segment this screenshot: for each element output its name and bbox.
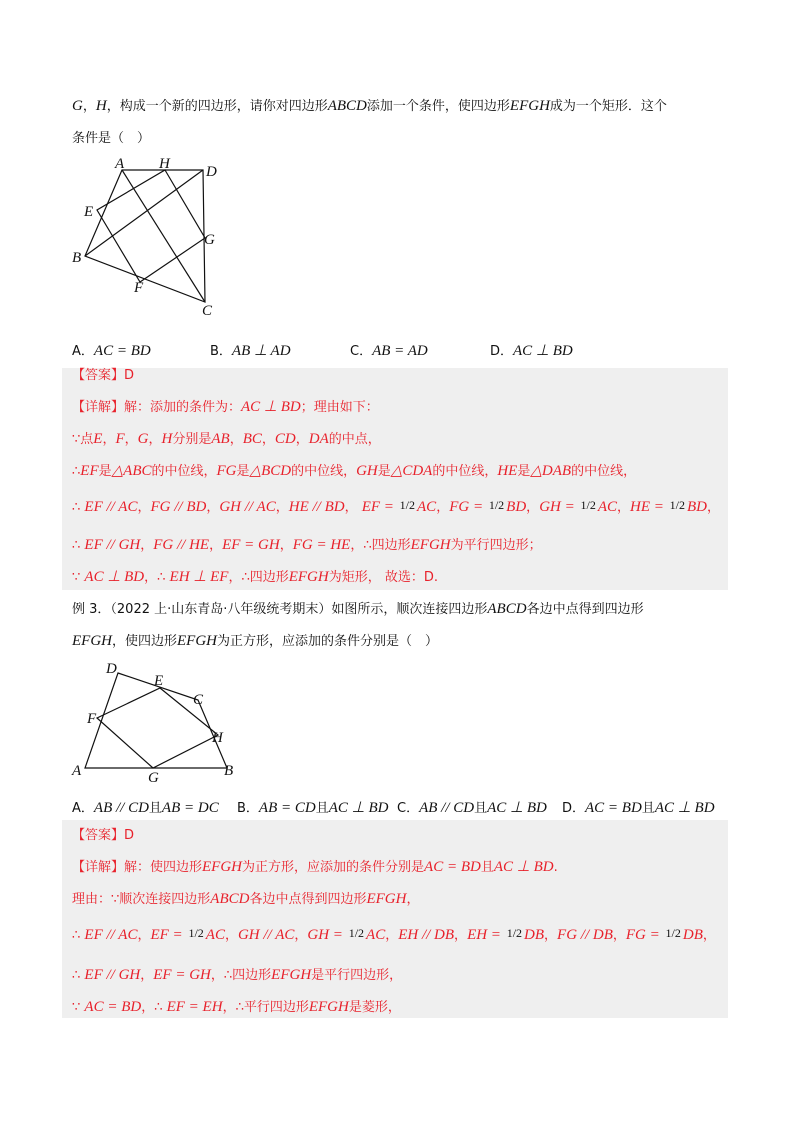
math-expression: FG // BD <box>150 499 207 515</box>
option-B[interactable] <box>237 797 388 817</box>
text-line <box>72 364 134 383</box>
option-C[interactable] <box>397 797 547 817</box>
math-expression: AB // CD <box>93 800 149 816</box>
math-expression: EF // GH <box>84 537 141 553</box>
math-expression: EFGH <box>202 859 243 875</box>
math-expression: AC <box>417 499 437 515</box>
label-A: A <box>72 763 82 779</box>
question-1-solution-box <box>62 368 728 590</box>
fraction: 1/2 <box>488 498 505 512</box>
text-segment: 【详解】解：添加的条件为： <box>72 400 242 415</box>
math-expression: DB <box>682 927 703 943</box>
text-segment: 且 <box>315 801 329 816</box>
math-expression: AC = BD <box>424 859 481 875</box>
text-segment: 且 <box>641 801 655 816</box>
text-line <box>72 630 438 650</box>
text-segment: 【答案】D <box>72 828 135 843</box>
text-segment: B． <box>237 801 259 816</box>
math-expression: △ABC <box>111 463 152 479</box>
label-G: G <box>148 770 159 785</box>
text-segment: 成为一个矩形．这个 <box>549 99 667 114</box>
text-segment: ∴ <box>72 538 85 553</box>
text-segment: ，使四边形 <box>112 634 178 649</box>
label-A: A <box>115 156 125 172</box>
fraction: 1/2 <box>669 498 685 512</box>
text-segment: ，构成一个新的四边形，请你对四边形 <box>106 99 328 114</box>
text-segment: 分别是 <box>172 432 212 447</box>
math-expression: AB ⊥ AD <box>231 343 291 359</box>
text-segment: 是平行四边形， <box>311 968 403 983</box>
math-expression: EF // GH <box>84 967 141 983</box>
text-segment: ， <box>706 500 720 515</box>
math-expression: HE = <box>630 499 668 515</box>
math-expression: EFGH <box>288 569 329 585</box>
text-segment: ， <box>209 538 223 553</box>
label-C: C <box>193 692 204 708</box>
text-segment: 添加一个条件，使四边形 <box>366 99 510 114</box>
text-segment: ， <box>148 432 162 447</box>
text-segment: ，∴ <box>141 1000 167 1015</box>
math-expression: GH // AC <box>219 499 276 515</box>
text-segment: ， <box>617 500 631 515</box>
math-expression: AC ⊥ BD <box>84 569 145 585</box>
math-expression: BD <box>506 499 527 515</box>
math-expression: EF // AC <box>84 499 138 515</box>
math-expression: BD <box>686 499 707 515</box>
fraction: 1/2 <box>506 926 523 940</box>
option-B[interactable] <box>210 340 291 360</box>
option-C[interactable] <box>350 340 428 360</box>
text-segment: ， <box>137 500 151 515</box>
text-line <box>72 460 636 480</box>
fraction: 1/2 <box>348 926 365 940</box>
fraction: 1/2 <box>399 498 416 512</box>
math-expression: GH = <box>307 927 347 943</box>
text-segment: ， <box>275 500 289 515</box>
label-F: F <box>134 280 144 296</box>
fraction: 1/2 <box>665 926 681 940</box>
fraction: 1/2 <box>188 926 204 940</box>
text-line <box>72 888 419 908</box>
text-line <box>72 496 720 516</box>
math-expression: EF = EH <box>166 999 223 1015</box>
text-segment: 为平行四边形； <box>450 538 542 553</box>
text-segment: 的中位线， <box>571 464 637 479</box>
math-expression: E <box>93 431 103 447</box>
math-expression: AC <box>205 927 225 943</box>
text-segment: B． <box>210 344 232 359</box>
text-segment: 为正方形，应添加的条件分别是 <box>242 860 425 875</box>
math-expression: AC ⊥ BD <box>493 859 554 875</box>
text-segment: 的中位线， <box>432 464 498 479</box>
text-segment: ， <box>140 538 154 553</box>
text-segment: 是菱形， <box>348 1000 401 1015</box>
text-segment: 是 <box>377 464 391 479</box>
option-D[interactable] <box>490 340 573 360</box>
figure-quadrilateral-abcd-2 <box>60 655 250 785</box>
text-segment: ， <box>137 928 151 943</box>
math-expression: H <box>161 431 173 447</box>
text-segment: ∵点 <box>72 432 94 447</box>
text-segment: 各边中点得到四边形 <box>526 602 644 617</box>
text-line <box>72 95 667 115</box>
text-line <box>72 428 381 448</box>
question-2-solution-box <box>62 820 728 1018</box>
text-segment: C． <box>350 344 373 359</box>
math-expression: AB = DC <box>161 800 219 816</box>
text-segment: ∴ <box>72 464 81 479</box>
text-segment: ， <box>526 500 540 515</box>
math-expression: H <box>95 98 107 114</box>
math-expression: EF = GH <box>222 537 280 553</box>
text-segment: ， <box>454 928 468 943</box>
label-H: H <box>159 156 170 172</box>
math-expression: EH = <box>467 927 505 943</box>
text-segment: C． <box>397 801 420 816</box>
text-segment: ， <box>229 432 243 447</box>
math-expression: △DAB <box>530 463 572 479</box>
math-expression: GH = <box>539 499 579 515</box>
math-expression: AC ⊥ BD <box>328 800 389 816</box>
text-segment: ， <box>279 538 293 553</box>
math-expression: EFGH <box>308 999 349 1015</box>
text-segment: ，∴四边形 <box>350 538 411 553</box>
math-expression: △BCD <box>249 463 292 479</box>
text-segment: ， <box>385 928 399 943</box>
math-expression: FG = <box>625 927 664 943</box>
label-H: H <box>212 730 223 746</box>
text-segment: ， <box>544 928 558 943</box>
label-B: B <box>224 763 234 779</box>
math-expression: CD <box>274 431 296 447</box>
math-expression: FG // DB <box>557 927 613 943</box>
text-segment: ∴ <box>72 968 85 983</box>
text-segment: ， <box>436 500 450 515</box>
text-line <box>72 566 438 586</box>
text-segment: 且 <box>474 801 488 816</box>
option-A[interactable] <box>72 340 151 360</box>
text-segment: ∴ <box>72 928 85 943</box>
math-expression: EFGH <box>72 633 112 649</box>
text-segment: ， <box>344 500 362 515</box>
math-expression: F <box>115 431 125 447</box>
math-expression: G <box>72 98 83 114</box>
math-expression: EH ⊥ EF <box>169 569 229 585</box>
text-line <box>72 598 644 618</box>
option-D[interactable] <box>562 797 715 817</box>
math-expression: EF // AC <box>84 927 138 943</box>
text-segment: ，∴四边形 <box>228 570 289 585</box>
label-E: E <box>84 204 94 220</box>
text-segment: 【答案】D <box>72 368 135 383</box>
text-segment: 的中位线， <box>151 464 217 479</box>
text-segment: 【详解】解：使四边形 <box>72 860 203 875</box>
text-segment: 为矩形， 故选：D. <box>328 570 438 585</box>
text-segment: 理由：∵顺次连接四边形 <box>72 892 211 907</box>
text-segment: ， <box>102 432 116 447</box>
math-expression: FG // HE <box>153 537 210 553</box>
text-segment: ∵ <box>72 570 85 585</box>
fraction: 1/2 <box>580 498 596 512</box>
text-segment: ， <box>702 928 716 943</box>
text-segment: 是 <box>236 464 250 479</box>
math-expression: ABCD <box>210 891 250 907</box>
math-expression: GH <box>356 463 378 479</box>
math-expression: EFGH <box>509 98 550 114</box>
text-line <box>72 964 402 984</box>
text-segment: ， <box>612 928 626 943</box>
math-expression: EFGH <box>366 891 407 907</box>
text-line <box>72 996 401 1016</box>
label-G: G <box>204 232 215 248</box>
math-expression: EFGH <box>271 967 312 983</box>
text-segment: 且 <box>148 801 162 816</box>
math-expression: DA <box>308 431 329 447</box>
math-expression: EF = <box>150 927 187 943</box>
text-segment: ∵ <box>72 1000 85 1015</box>
text-segment: ，∴ <box>144 570 170 585</box>
math-expression: AC = BD <box>84 999 142 1015</box>
text-line <box>72 534 542 554</box>
text-segment: 且 <box>480 860 494 875</box>
text-segment: ，∴平行四边形 <box>222 1000 309 1015</box>
math-expression: AC = BD <box>585 800 642 816</box>
text-line <box>72 127 150 146</box>
text-segment: ，∴四边形 <box>210 968 272 983</box>
math-expression: DB <box>524 927 545 943</box>
text-line <box>72 856 558 876</box>
label-D: D <box>206 164 217 180</box>
math-expression: AC ⊥ BD <box>487 800 547 816</box>
math-expression: HE // BD <box>288 499 345 515</box>
text-segment: ， <box>295 432 309 447</box>
text-segment: ；理由如下： <box>300 400 379 415</box>
text-segment: ， <box>206 500 220 515</box>
text-segment: A． <box>72 801 94 816</box>
text-segment: D． <box>562 801 586 816</box>
text-segment: . <box>553 860 558 875</box>
text-segment: ， <box>294 928 308 943</box>
label-F: F <box>87 711 97 727</box>
figure-quadrilateral-abcd-1 <box>60 150 230 320</box>
math-expression: G <box>137 431 149 447</box>
text-segment: 是 <box>98 464 112 479</box>
math-expression: BC <box>242 431 262 447</box>
math-expression: AC = BD <box>93 343 151 359</box>
math-expression: AB = CD <box>258 800 316 816</box>
math-expression: FG = <box>449 499 487 515</box>
math-expression: AB <box>211 431 230 447</box>
label-D: D <box>106 661 117 677</box>
text-segment: 为正方形，应添加的条件分别是（ ） <box>217 634 439 649</box>
label-B: B <box>72 250 82 266</box>
text-segment: 是 <box>517 464 531 479</box>
math-expression: △CDA <box>390 463 433 479</box>
math-expression: ABCD <box>327 98 367 114</box>
text-segment: ， <box>261 432 275 447</box>
label-E: E <box>154 673 164 689</box>
text-segment: ， <box>140 968 154 983</box>
text-segment: 的中位线， <box>291 464 357 479</box>
math-expression: HE <box>497 463 518 479</box>
math-expression: ABCD <box>487 601 527 617</box>
math-expression: AC ⊥ BD <box>654 800 715 816</box>
math-expression: EH // DB <box>398 927 455 943</box>
text-line <box>72 396 379 416</box>
text-line <box>72 824 134 843</box>
text-segment: ， <box>224 928 238 943</box>
text-segment: ∴ <box>72 500 85 515</box>
text-segment: ， <box>82 99 96 114</box>
math-expression: EF = GH <box>153 967 211 983</box>
label-C: C <box>202 303 213 319</box>
text-segment: ， <box>406 892 420 907</box>
math-expression: AC <box>366 927 386 943</box>
math-expression: GH // AC <box>237 927 295 943</box>
math-expression: FG <box>216 463 237 479</box>
math-expression: AC ⊥ BD <box>513 343 573 359</box>
math-expression: AB // CD <box>419 800 475 816</box>
text-segment: 条件是（ ） <box>72 131 151 146</box>
math-expression: EF <box>80 463 99 479</box>
math-expression: AC <box>597 499 617 515</box>
text-segment: 的中点， <box>328 432 381 447</box>
math-expression: AC ⊥ BD <box>241 399 301 415</box>
text-segment: 例 3．（2022 上·山东青岛·八年级统考期末）如图所示，顺次连接四边形 <box>72 602 488 617</box>
text-segment: D． <box>490 344 514 359</box>
text-segment: 各边中点得到四边形 <box>249 892 367 907</box>
math-expression: EFGH <box>410 537 451 553</box>
math-expression: FG = HE <box>292 537 351 553</box>
text-segment: ， <box>124 432 138 447</box>
math-expression: EFGH <box>177 633 218 649</box>
math-expression: EF = <box>361 499 398 515</box>
text-segment: A． <box>72 344 94 359</box>
math-expression: AB = AD <box>372 343 428 359</box>
text-line <box>72 924 716 944</box>
option-A[interactable] <box>72 797 219 817</box>
